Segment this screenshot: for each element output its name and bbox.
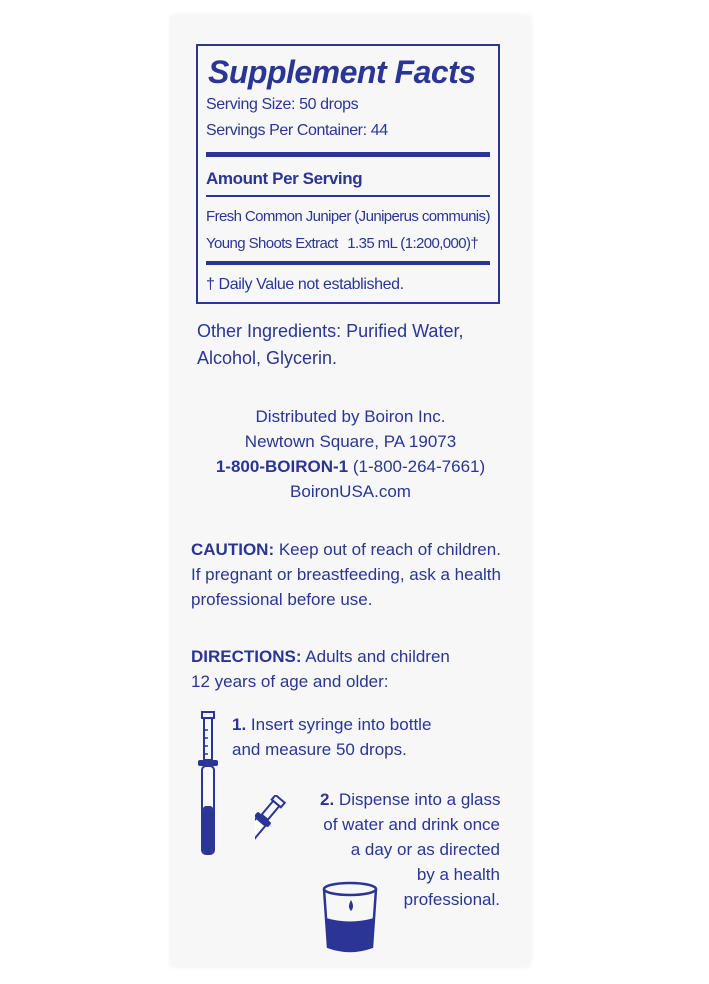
thick-divider-2: [206, 261, 490, 265]
directions-line-2: 12 years of age and older:: [191, 672, 389, 691]
supplement-facts-box: [196, 44, 500, 304]
phone-bold: 1-800-BOIRON-1: [215, 457, 349, 476]
facts-footnote: † Daily Value not established.: [206, 276, 404, 293]
phone-line: [171, 455, 530, 478]
website: BoironUSA.com: [290, 482, 411, 501]
directions-text-1: Adults and children: [301, 647, 450, 666]
syringe-icon: [193, 710, 223, 862]
directions-line-1: [191, 645, 450, 668]
step-2-line-4: by a health: [416, 865, 500, 884]
glass-icon: [255, 795, 390, 960]
ingredient-name: Young Shoots Extract: [206, 235, 338, 252]
thin-divider: [206, 195, 490, 197]
amount-per-serving-header: Amount Per Serving: [206, 169, 363, 188]
step-2-text-1: Dispense into a glass: [334, 790, 501, 809]
thick-divider-1: [206, 152, 490, 157]
step-2-line-3: a day or as directed: [350, 840, 500, 859]
servings-per-container: Servings Per Container: 44: [206, 122, 388, 139]
step-2-number: 2.: [320, 790, 335, 809]
step-1-text-1: Insert syringe into bottle: [246, 715, 432, 734]
phone-number: (1-800-264-7661): [348, 457, 486, 476]
step-1-line-1: [232, 713, 431, 736]
step-1-line-2: and measure 50 drops.: [232, 740, 407, 759]
caution-text-1: Keep out of reach of children.: [274, 540, 501, 559]
other-ingredients-line-2: Alcohol, Glycerin.: [197, 348, 338, 368]
caution-line-1: [191, 538, 501, 561]
caution-line-3: professional before use.: [191, 590, 373, 609]
distributor-line-2: Newtown Square, PA 19073: [244, 432, 457, 451]
serving-size: Serving Size: 50 drops: [206, 96, 359, 113]
caution-label: CAUTION:: [191, 540, 275, 559]
ingredient-line-2: [206, 235, 478, 252]
ingredient-amount: 1.35 mL (1:200,000)†: [347, 235, 479, 252]
step-2-line-2: of water and drink once: [323, 815, 500, 834]
directions-label: DIRECTIONS:: [191, 647, 302, 666]
other-ingredients-line-1: Other Ingredients: Purified Water,: [197, 321, 464, 341]
step-1-number: 1.: [232, 715, 247, 734]
distributor-line-1: Distributed by Boiron Inc.: [255, 407, 446, 426]
facts-title: Supplement Facts: [208, 54, 476, 90]
caution-line-2: If pregnant or breastfeeding, ask a health: [191, 565, 501, 584]
ingredient-line-1: Fresh Common Juniper (Juniperus communis): [206, 208, 490, 225]
step-2-line-5: professional.: [403, 890, 500, 909]
